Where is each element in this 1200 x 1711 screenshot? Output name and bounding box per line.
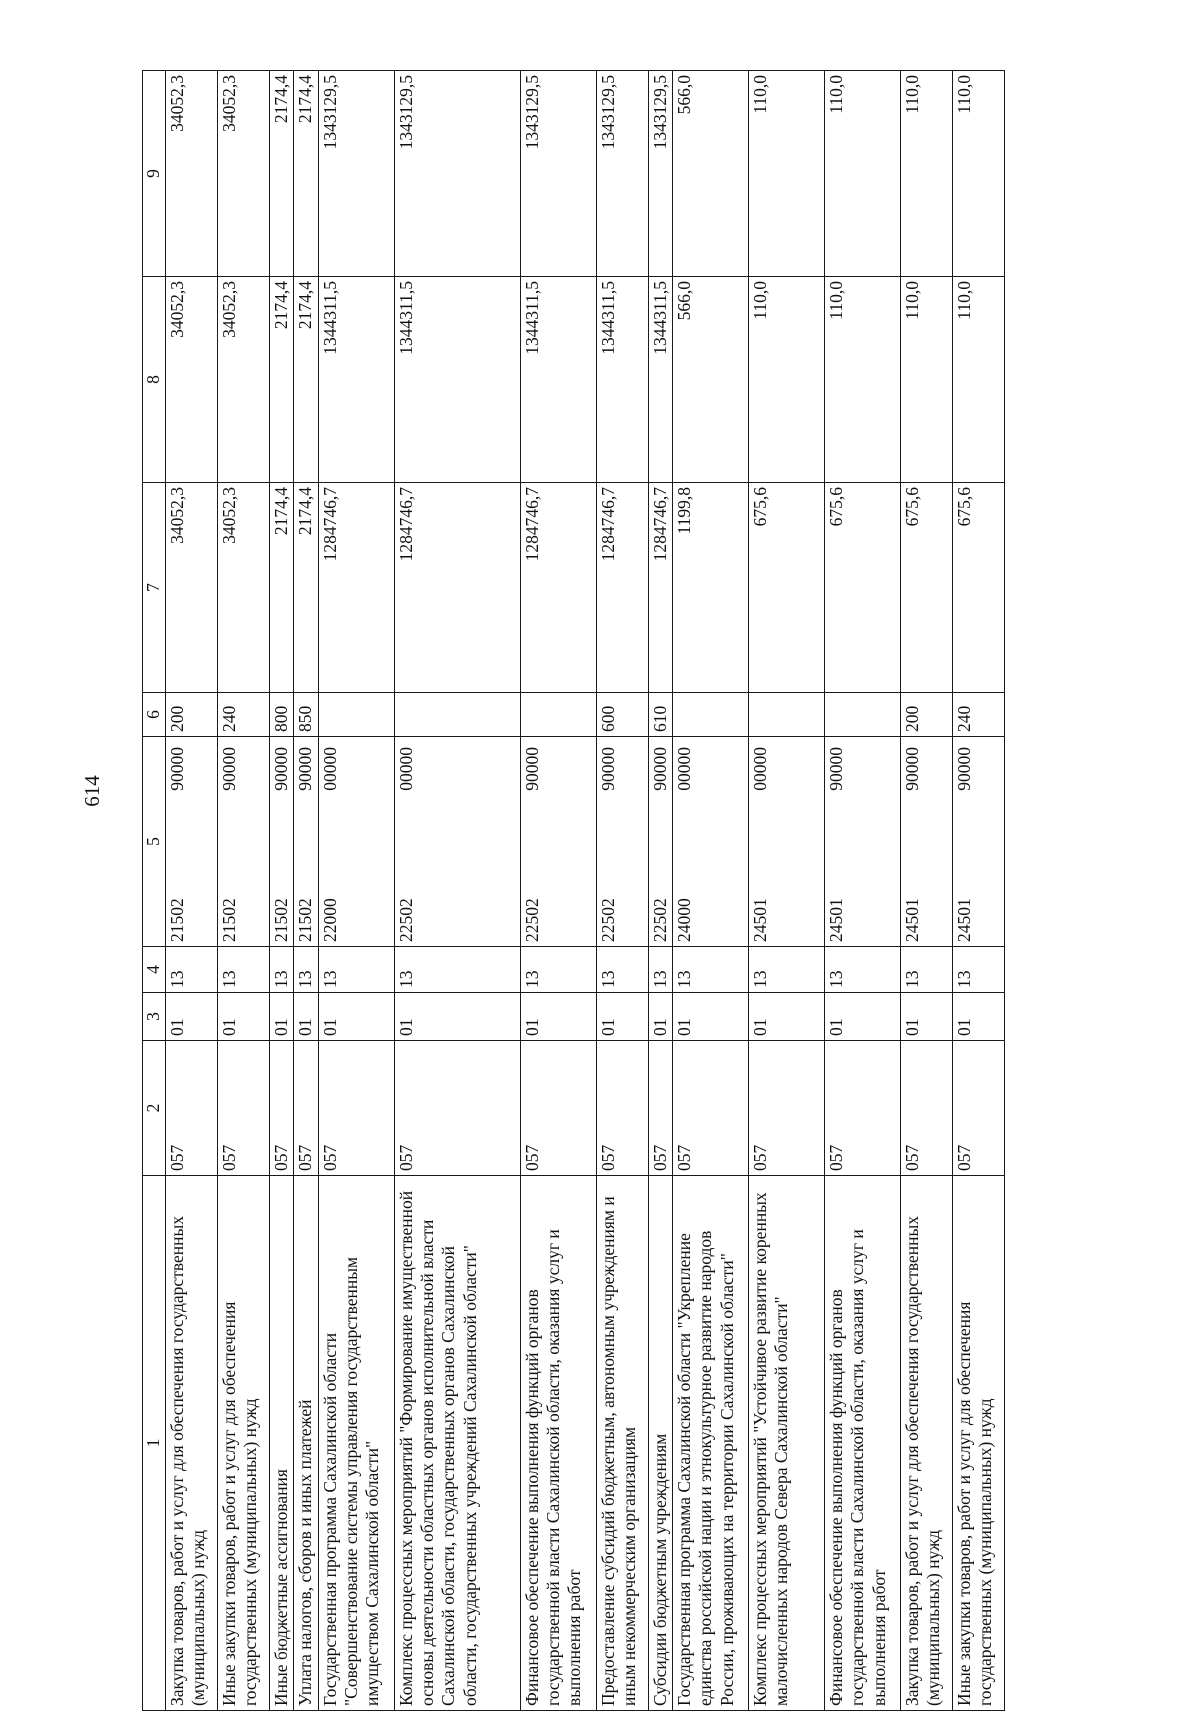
target-direction-code: 90000 [649,747,670,791]
expense-type-code: 200 [901,693,953,737]
target-direction-code: 00000 [750,747,771,791]
section-code: 01 [901,993,953,1041]
target-article [673,737,749,947]
subsection-code: 13 [218,947,270,993]
ministry-code: 057 [394,1041,520,1176]
table-row [825,71,901,1711]
amount-col9: 566,0 [673,71,749,277]
target-article [648,737,672,947]
target-program-code: 21502 [167,898,187,942]
subsection-code: 13 [166,947,218,993]
amount-col7: 1284746,7 [394,483,520,693]
row-name: Предоставление субсидий бюджетным, автономным учреждениям и иным некоммерческим организациям [596,1176,648,1711]
target-program-code: 22502 [395,898,416,942]
subsection-code: 13 [596,947,648,993]
amount-col9: 2174,4 [270,71,294,277]
subsection-code: 13 [953,947,1005,993]
amount-col7: 675,6 [901,483,953,693]
subsection-code: 13 [825,947,901,993]
section-code: 01 [749,993,825,1041]
amount-col8: 1344311,5 [520,277,596,483]
rotated-table-container [142,71,1200,1711]
amount-col9: 110,0 [953,71,1005,277]
section-code: 01 [648,993,672,1041]
target-direction-code: 90000 [167,747,187,791]
ministry-code: 057 [218,1041,270,1176]
target-article [294,737,318,947]
budget-table [142,70,1005,1711]
amount-col8: 1344311,5 [648,277,672,483]
table-row [648,71,672,1711]
table-row [318,71,394,1711]
amount-col7: 1199,8 [673,483,749,693]
amount-col7: 675,6 [825,483,901,693]
ministry-code: 057 [166,1041,218,1176]
amount-col8: 2174,4 [270,277,294,483]
subsection-code: 13 [318,947,394,993]
amount-col9: 1343129,5 [394,71,520,277]
target-article [596,737,648,947]
ministry-code: 057 [825,1041,901,1176]
target-direction-code: 00000 [674,747,695,791]
expense-type-code: 240 [953,693,1005,737]
expense-type-code [520,693,596,737]
ministry-code: 057 [749,1041,825,1176]
subsection-code: 13 [749,947,825,993]
amount-col8: 1344311,5 [394,277,520,483]
expense-type-code: 800 [270,693,294,737]
header-row [143,71,166,1711]
section-code: 01 [520,993,596,1041]
target-program-code: 22502 [597,898,618,942]
target-article [901,737,953,947]
target-program-code: 22502 [521,898,542,942]
target-article [318,737,394,947]
ministry-code: 057 [294,1041,318,1176]
subsection-code: 13 [648,947,672,993]
amount-col8: 110,0 [825,277,901,483]
row-name: Финансовое обеспечение выполнения функций органов государственной власти Сахалинской области, оказания услуг и выполнения работ [825,1176,901,1711]
target-direction-code: 90000 [271,747,291,791]
subsection-code: 13 [520,947,596,993]
target-program-code: 24000 [674,898,695,942]
amount-col8: 110,0 [901,277,953,483]
target-direction-code: 90000 [902,747,923,791]
amount-col9: 110,0 [825,71,901,277]
ministry-code: 057 [270,1041,294,1176]
table-row [218,71,270,1711]
section-code: 01 [218,993,270,1041]
amount-col9: 1343129,5 [648,71,672,277]
amount-col9: 1343129,5 [596,71,648,277]
amount-col9: 2174,4 [294,71,318,277]
amount-col9: 110,0 [901,71,953,277]
column-header: 6 [143,693,166,737]
table-row [673,71,749,1711]
column-header: 5 [143,737,166,947]
target-program-code: 21502 [271,898,291,942]
target-program-code: 22502 [649,898,670,942]
target-direction-code: 90000 [597,747,618,791]
target-direction-code: 90000 [295,747,316,791]
amount-col7: 675,6 [953,483,1005,693]
amount-col7: 1284746,7 [596,483,648,693]
table-row [901,71,953,1711]
amount-col8: 566,0 [673,277,749,483]
amount-col9: 110,0 [749,71,825,277]
section-code: 01 [166,993,218,1041]
subsection-code: 13 [901,947,953,993]
amount-col7: 34052,3 [166,483,218,693]
expense-type-code [825,693,901,737]
row-name: Иные закупки товаров, работ и услуг для обеспечения государственных (муниципальных) нужд [953,1176,1005,1711]
target-article [749,737,825,947]
expense-type-code: 850 [294,693,318,737]
amount-col9: 34052,3 [166,71,218,277]
target-program-code: 24501 [750,898,771,942]
section-code: 01 [673,993,749,1041]
expense-type-code: 240 [218,693,270,737]
ministry-code: 057 [596,1041,648,1176]
section-code: 01 [394,993,520,1041]
row-name: Закупка товаров, работ и услуг для обеспечения государственных (муниципальных) нужд [901,1176,953,1711]
table-row [270,71,294,1711]
expense-type-code [749,693,825,737]
row-name: Иные закупки товаров, работ и услуг для обеспечения государственных (муниципальных) нужд [218,1176,270,1711]
ministry-code: 057 [901,1041,953,1176]
amount-col7: 2174,4 [294,483,318,693]
column-header: 1 [143,1176,166,1711]
expense-type-code [673,693,749,737]
target-program-code: 24501 [826,898,847,942]
section-code: 01 [596,993,648,1041]
table-row [166,71,218,1711]
target-direction-code: 90000 [826,747,847,791]
row-name: Закупка товаров, работ и услуг для обеспечения государственных (муниципальных) нужд [166,1176,218,1711]
target-direction-code: 90000 [219,747,239,791]
expense-type-code [394,693,520,737]
target-direction-code: 90000 [954,747,975,791]
column-header: 3 [143,993,166,1041]
column-header: 8 [143,277,166,483]
subsection-code: 13 [394,947,520,993]
amount-col7: 675,6 [749,483,825,693]
target-program-code: 21502 [295,898,316,942]
column-header: 9 [143,71,166,277]
amount-col8: 34052,3 [218,277,270,483]
section-code: 01 [294,993,318,1041]
amount-col8: 1344311,5 [318,277,394,483]
ministry-code: 057 [673,1041,749,1176]
column-header: 7 [143,483,166,693]
section-code: 01 [318,993,394,1041]
amount-col7: 34052,3 [218,483,270,693]
table-row [294,71,318,1711]
amount-col9: 1343129,5 [520,71,596,277]
subsection-code: 13 [294,947,318,993]
subsection-code: 13 [673,947,749,993]
target-program-code: 21502 [219,898,239,942]
row-name: Государственная программа Сахалинской области "Укрепление единства российской нации и этнокультурное развитие народов России, проживающих на территории Сахалинской области" [673,1176,749,1711]
amount-col9: 34052,3 [218,71,270,277]
target-program-code: 24501 [954,898,975,942]
ministry-code: 057 [953,1041,1005,1176]
section-code: 01 [825,993,901,1041]
column-header: 4 [143,947,166,993]
expense-type-code: 610 [648,693,672,737]
target-direction-code: 90000 [521,747,542,791]
target-article [825,737,901,947]
expense-type-code: 200 [166,693,218,737]
row-name: Комплекс процессных мероприятий "Устойчивое развитие коренных малочисленных народов Севера Сахалинской области" [749,1176,825,1711]
page-number: 614 [80,775,104,807]
target-article [166,737,218,947]
column-header: 2 [143,1041,166,1176]
table-row [394,71,520,1711]
target-program-code: 24501 [902,898,923,942]
table-row [596,71,648,1711]
section-code: 01 [270,993,294,1041]
expense-type-code: 600 [596,693,648,737]
target-article [394,737,520,947]
amount-col8: 110,0 [749,277,825,483]
amount-col9: 1343129,5 [318,71,394,277]
ministry-code: 057 [318,1041,394,1176]
target-article [520,737,596,947]
target-direction-code: 00000 [395,747,416,791]
table-row [953,71,1005,1711]
amount-col7: 2174,4 [270,483,294,693]
row-name: Иные бюджетные ассигнования [270,1176,294,1711]
amount-col8: 34052,3 [166,277,218,483]
row-name: Государственная программа Сахалинской области "Совершенствование системы управления государственным имуществом Сахалинской области" [318,1176,394,1711]
amount-col8: 2174,4 [294,277,318,483]
amount-col8: 110,0 [953,277,1005,483]
target-article [953,737,1005,947]
subsection-code: 13 [270,947,294,993]
target-program-code: 22000 [319,898,340,942]
table-row [520,71,596,1711]
ministry-code: 057 [520,1041,596,1176]
row-name: Комплекс процессных мероприятий "Формирование имущественной основы деятельности областных органов исполнительной власти Сахалинской области, государственных органов Сахалинской области, государственных учреждений Сахалинской области" [394,1176,520,1711]
table-row [749,71,825,1711]
row-name: Субсидии бюджетным учреждениям [648,1176,672,1711]
target-article [270,737,294,947]
expense-type-code [318,693,394,737]
amount-col7: 1284746,7 [520,483,596,693]
row-name: Уплата налогов, сборов и иных платежей [294,1176,318,1711]
target-direction-code: 00000 [319,747,340,791]
row-name: Финансовое обеспечение выполнения функций органов государственной власти Сахалинской области, оказания услуг и выполнения работ [520,1176,596,1711]
amount-col7: 1284746,7 [318,483,394,693]
amount-col8: 1344311,5 [596,277,648,483]
section-code: 01 [953,993,1005,1041]
target-article [218,737,270,947]
ministry-code: 057 [648,1041,672,1176]
amount-col7: 1284746,7 [648,483,672,693]
